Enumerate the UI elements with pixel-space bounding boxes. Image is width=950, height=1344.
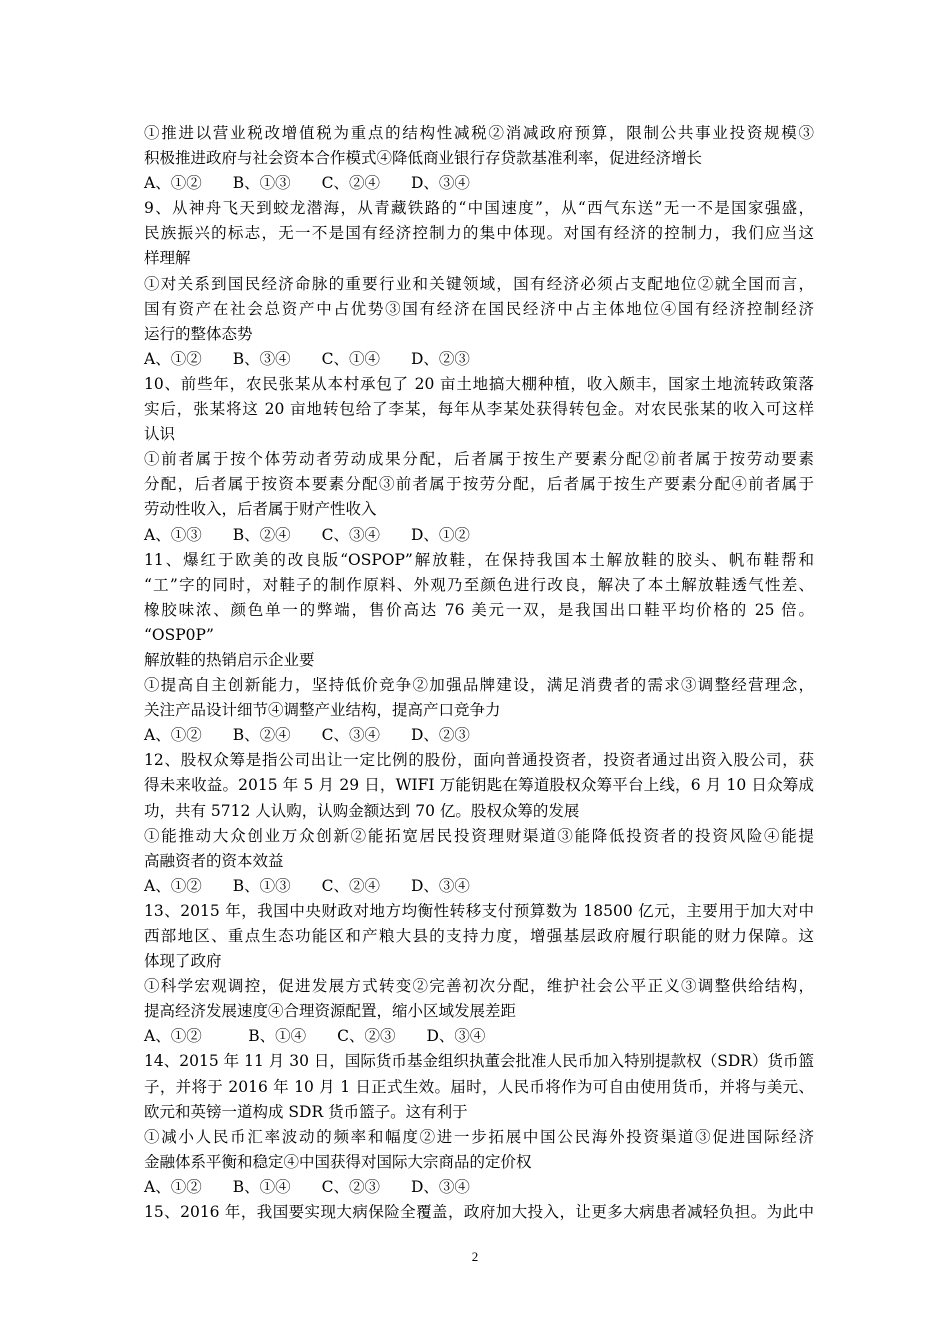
question-9: 9、从神舟飞天到蛟龙潜海，从青藏铁路的“中国速度”，从“西气东送”无一不是国家强盛， (144, 199, 814, 218)
answer-options: A、①② B、①③ C、②④ D、③④ (144, 876, 470, 895)
text-line: 提高经济发展速度④合理资源配置，缩小区域发展差距 (144, 1002, 517, 1021)
question-11: 11、爆红于欧美的改良版“OSPOP”解放鞋，在保持我国本土解放鞋的胶头、帆布鞋帮和 (144, 550, 814, 569)
text-line: 积极推进政府与社会资本合作模式④降低商业银行存贷款基准利率，促进经济增长 (144, 149, 703, 168)
text-line: 国有资产在社会总资产中占优势③国有经济在国民经济中占主体地位④国有经济控制经济 (144, 299, 814, 318)
text-line: 西部地区、重点生态功能区和产粮大县的支持力度，增强基层政府履行职能的财力保障。这 (144, 927, 814, 945)
text-line: 金融体系平衡和稳定④中国获得对国际大宗商品的定价权 (144, 1152, 532, 1171)
question-15: 15、2016 年，我国要实现大病保险全覆盖，政府加大投入，让更多大病患者减轻负担。为此中 (144, 1203, 814, 1222)
text-line: 样理解 (144, 249, 191, 268)
text-line: 分配，后者属于按资本要素分配③前者属于按劳分配，后者属于按生产要素分配④前者属于 (144, 475, 814, 494)
text-line: 欧元和英镑一道构成 SDR 货币篮子。这有利于 (144, 1102, 468, 1121)
text-line: 劳动性收入，后者属于财产性收入 (144, 500, 377, 519)
answer-options: A、①② B、③④ C、①④ D、②③ (144, 349, 470, 368)
text-line: 体现了政府 (144, 952, 222, 971)
question-14: 14、2015 年 11 月 30 日，国际货币基金组织执董会批准人民币加入特别提款权（SDR）货币篮 (144, 1052, 814, 1071)
page-number: 2 (471, 1249, 479, 1264)
text-line: 得未来收益。2015 年 5 月 29 日，WIFI 万能钥匙在筹道股权众筹平台上线，6 月 10 日众筹成 (144, 776, 814, 795)
answer-options: A、①② B、②④ C、③④ D、②③ (144, 726, 470, 745)
text-line: 高融资者的资本效益 (144, 851, 284, 870)
text-line: 运行的整体态势 (144, 324, 253, 343)
answer-options: A、①② B、①④ C、②③ D、③④ (144, 1027, 486, 1046)
document-body (144, 121, 814, 1225)
answer-options: A、①② B、①④ C、②③ D、③④ (144, 1177, 470, 1196)
text-line: ①提高自主创新能力，坚持低价竞争②加强品牌建设，满足消费者的需求③调整经营理念， (144, 676, 814, 695)
text-line: 解放鞋的热销启示企业要 (144, 650, 315, 669)
text-line: 关注产品设计细节④调整产业结构，提高产口竞争力 (144, 701, 501, 720)
text-line: “OSP0P” (144, 625, 214, 644)
text-line: ①减小人民币汇率波动的频率和幅度②进一步拓展中国公民海外投资渠道③促进国际经济 (144, 1127, 814, 1146)
question-12: 12、股权众筹是指公司出让一定比例的股份，面向普通投资者，投资者通过出资入股公司，获 (144, 751, 814, 770)
text-line: 橡胶味浓、颜色单一的弊端，售价高达 76 美元一双，是我国出口鞋平均价格的 25 倍。 (144, 600, 814, 619)
text-line: “工”字的同时，对鞋子的制作原料、外观乃至颜色进行改良，解决了本土解放鞋透气性差、 (144, 575, 814, 594)
question-10: 10、前些年，农民张某从本村承包了 20 亩土地搞大棚种植，收入颇丰，国家土地流转政策落 (144, 374, 814, 393)
text-line: 认识 (144, 425, 176, 444)
text-line: 民族振兴的标志，无一不是国有经济控制力的集中体现。对国有经济的控制力，我们应当这 (144, 224, 814, 243)
answer-options: A、①③ B、②④ C、③④ D、①② (144, 525, 470, 544)
text-line: ①推进以营业税改增值税为重点的结构性减税②消减政府预算，限制公共事业投资规模③ (144, 124, 814, 142)
text-line: 功，共有 5712 人认购，认购金额达到 70 亿。股权众筹的发展 (144, 801, 580, 820)
text-line: 实后，张某将这 20 亩地转包给了李某，每年从李某处获得转包金。对农民张某的收入可这样 (144, 400, 814, 419)
question-13: 13、2015 年，我国中央财政对地方均衡性转移支付预算数为 18500 亿元，主要用于加大对中 (144, 901, 814, 920)
text-line: 子，并将于 2016 年 10 月 1 日正式生效。届时，人民币将作为可自由使用货币，并将与美元、 (144, 1077, 814, 1096)
text-line: ①能推动大众创业万众创新②能拓宽居民投资理财渠道③能降低投资者的投资风险④能提 (144, 826, 814, 845)
answer-options: A、①② B、①③ C、②④ D、③④ (144, 174, 470, 193)
text-line: ①前者属于按个体劳动者劳动成果分配，后者属于按生产要素分配②前者属于按劳动要素 (144, 450, 814, 469)
text-line: ①科学宏观调控，促进发展方式转变②完善初次分配，维护社会公平正义③调整供给结构， (144, 977, 814, 996)
text-line: ①对关系到国民经济命脉的重要行业和关键领域，国有经济必须占支配地位②就全国而言， (144, 274, 814, 293)
